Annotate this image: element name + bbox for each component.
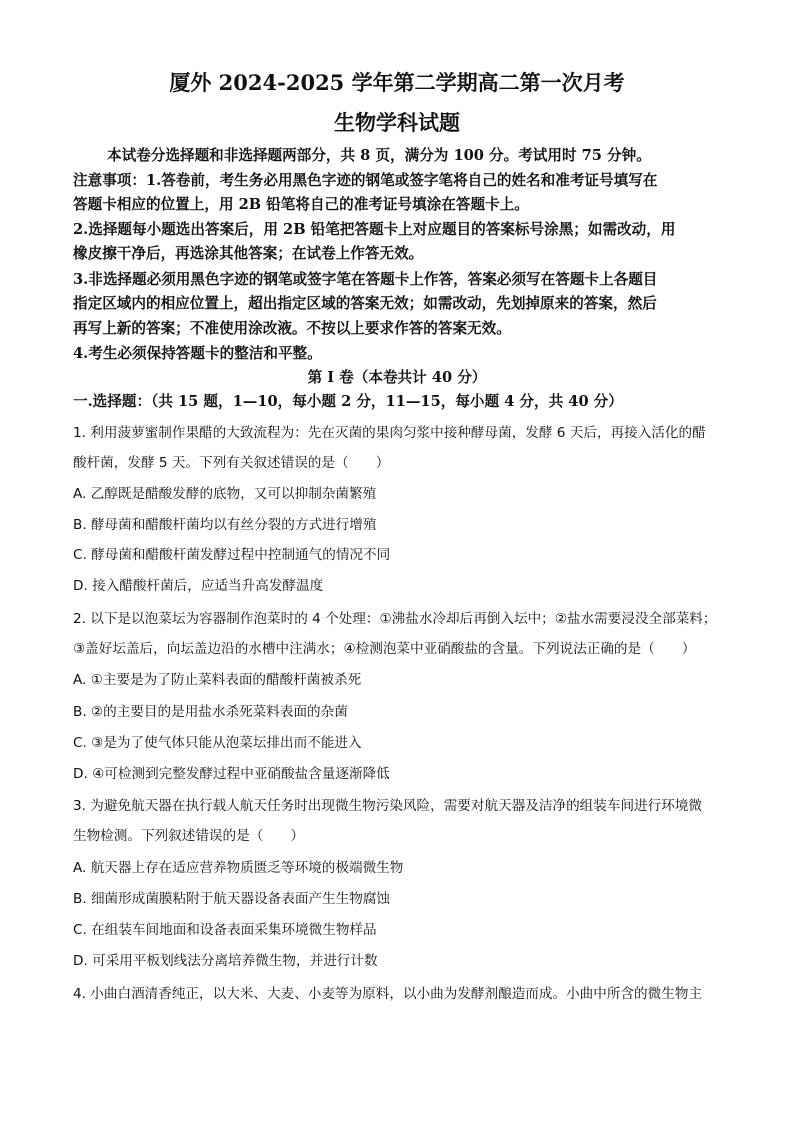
notes-line: 橡皮擦干净后，再选涂其他答案；在试卷上作答无效。 [73, 245, 424, 262]
question-stem: 3. 为避免航天器在执行载人航天任务时出现微生物污染风险，需要对航天器及洁净的组装车间进行环境微 [73, 798, 703, 814]
answer-option: B. 酵母菌和醋酸杆菌均以有丝分裂的方式进行增殖 [73, 517, 377, 533]
answer-option: D. ④可检测到完整发酵过程中亚硝酸盐含量逐渐降低 [73, 766, 390, 782]
answer-option: C. ③是为了使气体只能从泡菜坛排出而不能进入 [73, 735, 362, 751]
question-stem: 2. 以下是以泡菜坛为容器制作泡菜时的 4 个处理：①沸盐水冷却后再倒入坛中；②盐水需要浸没全部菜料； [73, 611, 717, 627]
page-title: 厦外 2024-2025 学年第二学期高二第一次月考 [169, 70, 625, 95]
notes-line: 指定区域内的相应位置上，超出指定区域的答案无效；如需改动，先划掉原来的答案，然后 [73, 295, 657, 312]
answer-option: B. ②的主要目的是用盐水杀死菜料表面的杂菌 [73, 704, 348, 720]
question-stem: 1. 利用菠萝蜜制作果醋的大致流程为：先在灭菌的果肉匀浆中接种酵母菌，发酵 6 天后，再接入活化的醋 [73, 425, 706, 441]
section-title: 第 I 卷（本卷共计 40 分） [307, 369, 487, 386]
intro-text: 本试卷分选择题和非选择题两部分，共 8 页，满分为 100 分。考试用时 75 分钟。 [107, 147, 651, 164]
notes-line: 2.选择题每小题选出答案后，用 2B 铅笔把答题卡上对应题目的答案标号涂黑；如需改动，用 [73, 221, 676, 238]
answer-option: D. 可采用平板划线法分离培养微生物，并进行计数 [73, 953, 378, 969]
notes-line: 3.非选择题必须用黑色字迹的钢笔或签字笔在答题卡上作答，答案必须写在答题卡上各题目 [73, 271, 658, 288]
answer-option: D. 接入醋酸杆菌后，应适当升高发酵温度 [73, 578, 324, 594]
question-stem: 生物检测。下列叙述错误的是（ ） [73, 828, 305, 844]
answer-option: A. ①主要是为了防止菜料表面的醋酸杆菌被杀死 [73, 672, 362, 688]
answer-option: B. 细菌形成菌膜粘附于航天器设备表面产生生物腐蚀 [73, 891, 391, 907]
page-subtitle: 生物学科试题 [334, 110, 460, 135]
section-heading: 一.选择题：（共 15 题，1—10，每小题 2 分，11—15，每小题 4 分，共 40 分） [73, 393, 623, 410]
answer-option: C. 酵母菌和醋酸杆菌发酵过程中控制通气的情况不同 [73, 547, 391, 563]
notes-line: 4.考生必须保持答题卡的整洁和平整。 [73, 345, 322, 362]
notes-line: 注意事项：1.答卷前，考生务必用黑色字迹的钢笔或签字笔将自己的姓名和准考证号填写在 [73, 172, 658, 189]
answer-option: A. 乙醇既是醋酸发酵的底物，又可以抑制杂菌繁殖 [73, 486, 377, 502]
question-stem: ③盖好坛盖后，向坛盖边沿的水槽中注满水；④检测泡菜中亚硝酸盐的含量。下列说法正确的是（ ） [73, 641, 696, 657]
question-stem: 4. 小曲白酒清香纯正，以大米、大麦、小麦等为原料，以小曲为发酵剂酿造而成。小曲中所含的微生物主 [73, 986, 703, 1002]
question-stem: 酸杆菌，发酵 5 天。下列有关叙述错误的是（ ） [73, 455, 390, 471]
answer-option: C. 在组装车间地面和设备表面采集环境微生物样品 [73, 922, 377, 938]
notes-line: 再写上新的答案；不准使用涂改液。不按以上要求作答的答案无效。 [73, 320, 511, 337]
answer-option: A. 航天器上存在适应营养物质匮乏等环境的极端微生物 [73, 860, 404, 876]
notes-line: 答题卡相应的位置上，用 2B 铅笔将自己的准考证号填涂在答题卡上。 [73, 196, 529, 213]
